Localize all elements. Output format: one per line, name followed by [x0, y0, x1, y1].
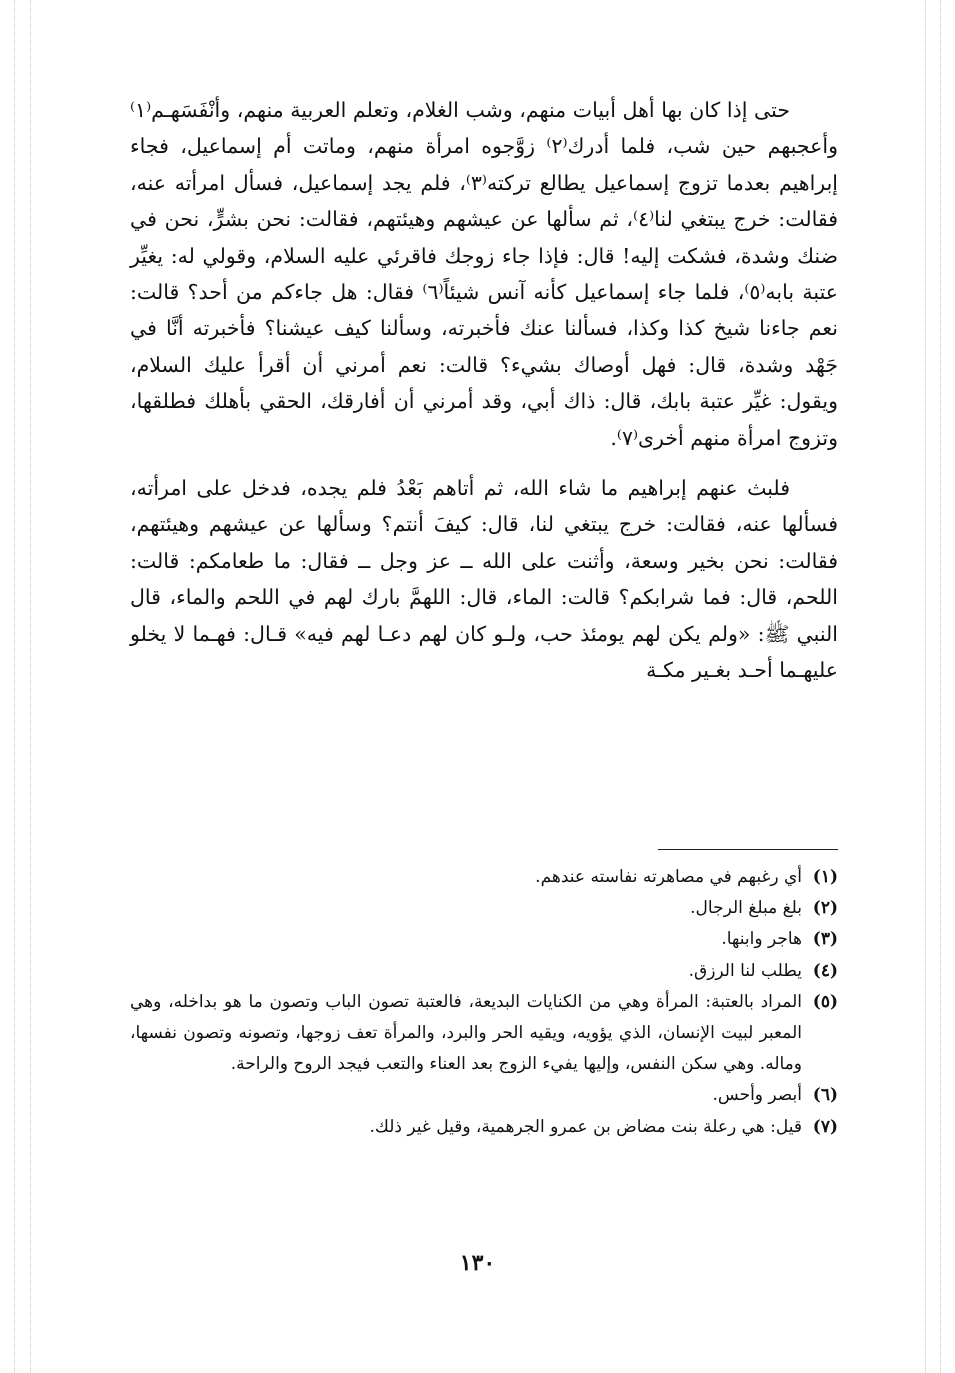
footnote-2 [130, 893, 838, 924]
scan-guide-line [30, 0, 31, 1373]
page-number: ١٣٠ [459, 1250, 496, 1276]
footnotes [130, 862, 838, 1143]
footnote-text: هاجر وابنها. [721, 929, 802, 950]
paragraph-1: حتى إذا كان بها أهل أبيات منهم، وشب الغلام، وتعلم العربية منهم، وأنْفَسَهـم⁽١⁾ وأعجبهم حين شب، فلما أدرك⁽٢⁾ زوَّجوه امرأة منهم، وماتت أم إسماعيل، فجاء إبراهيم بعدما تزوج إسماعيل يطالع تركته⁽٣⁾، فلم يجد إسماعيل، فسأل امرأته عنه، فقالت: خرج يبتغي لنا⁽٤⁾، ثم سألها عن عيشهم وهيئتهم، فقالت: نحن بشرٍّ، نحن في ضنك وشدة، فشكت إليه! قال: فإذا جاء زوجك فاقرئي عليه السلام، وقولي له: يغيِّر عتبة بابه⁽٥⁾، فلما جاء إسماعيل كأنه آنس شيئاً⁽٦⁾ فقال: هل جاءكم من أحد؟ قالت: نعم جاءنا شيخ كذا وكذا، فسألنا عنك فأخبرته، وسألنا كيف عيشنا؟ فأخبرته أنَّا في جَهْد وشدة، قال: فهل أوصاك بشيء؟ قالت: نعم أمرني أن أقرأ عليك السلام، ويقول: غيِّر عتبة بابك، قال: ذاك أبي، وقد أمرني أن أفارقك، الحقي بأهلك فطلقها، وتزوج امرأة منهم أخرى⁽٧⁾. [130, 98, 839, 450]
footnote-number: (٤) [812, 960, 838, 981]
footnote-number: (٢) [812, 898, 838, 919]
footnote-4 [130, 956, 838, 987]
footnote-3 [130, 924, 838, 955]
footnote-number: (٧) [812, 1116, 838, 1137]
footnote-5 [130, 987, 838, 1081]
paragraph-2: فلبث عنهم إبراهيم ما شاء الله، ثم أتاهم بَعْدُ فلم يجده، فدخل على امرأته، فسألها عنه، فقالت: خرج يبتغي لنا، قال: كيفَ أنتم؟ وسألها عن عيشهم وهيئتهم، فقالت: نحن بخير وسعة، وأثنت على الله ــ عز وجل ــ فقال: ما طعامكم: قالت: اللحم، قال: فما شرابكم؟ قالت: الماء، قال: اللهمَّ بارك لهم في اللحم والماء، قال النبي ﷺ: «ولم يكن لهم يومئذ حب، ولـو كان لهم دعـا لهم فيه» قـال: فهـما لا يخلو عليهـما أحـد بغـير مكـة [130, 476, 838, 683]
scan-guide-line [925, 0, 926, 1373]
footnote-number: (٦) [812, 1085, 838, 1106]
footnote-text: أي رغبهم في مصاهرته نفاسته عندهم. [535, 867, 802, 887]
footnote-text: يطلب لنا الرزق. [688, 960, 802, 981]
footnote-separator [658, 849, 838, 850]
footnote-text: أبصر وأحس. [712, 1085, 802, 1106]
scan-guide-line [940, 0, 941, 1373]
footnote-7 [130, 1112, 838, 1143]
footnote-number: (١) [812, 867, 838, 887]
footnote-number: (٣) [812, 929, 838, 950]
footnote-text: المراد بالعتبة: المرأة وهي من الكنايات البديعة، فالعتبة تصون الباب وتصون ما هو بداخله، وهي المعبر لبيت الإنسان، الذي يؤويه، ويقيه الحر والبرد، والمرأة تعف زوجها، وتصونه وتصون نفسها، وماله. وهي سكن النفس، وإليها يفيء الزوج بعد العناء والتعب فيجد الروح والراحة. [130, 991, 802, 1075]
footnote-6 [130, 1080, 838, 1111]
footnote-number: (٥) [812, 991, 838, 1012]
scan-guide-line [14, 0, 15, 1373]
footnote-text: بلغ مبلغ الرجال. [690, 898, 802, 919]
main-text [130, 92, 838, 689]
footnote-1 [130, 862, 838, 893]
footnote-text: قيل: هي رعلة بنت مضاض بن عمرو الجرهمية، وقيل غير ذلك. [369, 1116, 802, 1137]
